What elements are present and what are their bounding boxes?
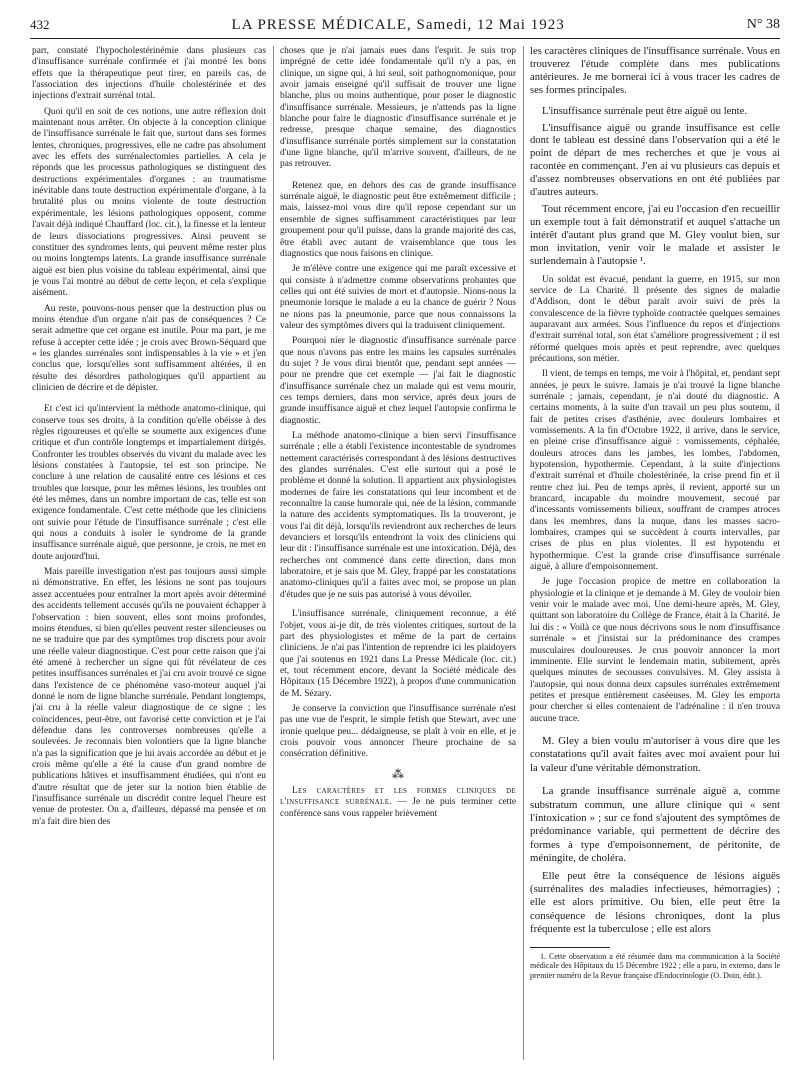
page-number: 432 (30, 17, 50, 32)
column-3 (530, 46, 780, 1066)
issue-number: N° 38 (746, 17, 780, 32)
paragraph: les caractères cliniques de l'insuffisance surrénale. Vous en trouverez l'étude complète dans mes publications antérieures. Je me bornerai ici à vous tracer les cadres de ses formes principales. (530, 46, 780, 96)
footnote (530, 952, 780, 981)
paragraph: Je juge l'occasion propice de mettre en collaboration la physiologie et la clinique et je demande à M. Gley de vouloir bien venir voir le malade avec moi. Une demi-heure après, M. Gley, quittant son laboratoire du Collège de France, était à la Charité. Je lui dis : « Voilà ce que nous décrivons sous le nom d'insuffisance surrénale » et j'insistai sur la prédominance des crampes musculaires douloureuses. Je crus pouvoir annoncer la mort imminente. Elle survint le lendemain matin, subitement, après quelques minutes de secousses convulsives. M. Gley assista à l'autopsie, qui nous donna deux capsules surrénales extrêmement petites et presque entièrement caséeuses. M. Gley les emporta pour chercher si elles contenaient de l'adrénaline : il n'en trouva aucune trace. (530, 577, 780, 724)
paragraph: Quoi qu'il en soit de ces notions, une autre réflexion doit maintenant nous arrêter. On objecte à la conception clinique de l'insuffisance surrénale le fait que, surtout dans ses formes lentes, chroniques, progressives, elle ne cadre pas absolument avec les effets des surrénalectomies partielles. A cela je réponds que les processus pathologiques se distinguent des destructions expérimentales d'organes : au traumatisme inévitable dans toute destruction expérimentale d'organe, à la brutalité plus ou moins violente de toute destruction expérimentale, les lésions pathologiques opposent, comme l'avait déjà indiqué Chauffard (loc. cit.), la finesse et la lenteur de leurs dissociations progressives. Ainsi peuvent se constituer des syndromes lents, qui peuvent même rester plus ou moins longtemps latents. La grande insuffisance surrénale aiguë est bien plus voisine du tableau expérimental, ainsi que je vous l'ai montré au début de cette leçon, et cela s'explique aisément. (32, 106, 266, 299)
paragraph: Elle peut être la conséquence de lésions aiguës (surrénalites des maladies infectieuses, hémorragies) ; elle est alors primitive. Ou bien, elle peut être la conséquence de lésions chroniques, dont la plus fréquente est la tuberculose ; elle est alors (530, 869, 780, 936)
section-paragraph (280, 786, 516, 820)
paragraph: Au reste, pouvons-nous penser que la destruction plus ou moins étendue d'un organe n'ait pas de conséquences ? Ce serait admettre que cet organe est inutile. Pour ma part, je me refuse à accepter cette idée ; je crois avec Brown-Séquard que « les glandes surrénales sont indispensables à la vie » et j'en conclus que, lorsqu'elles sont suffisamment altérées, il en résulte des désordres pathologiques qu'il appartient au clinicien de décrire et de dépister. (32, 303, 266, 393)
paragraph: part, constaté l'hypocholestérinémie dans plusieurs cas d'insuffisance surrénale confirmée et j'ai montré les bons effets que la thérapeutique peut tirer, en pareils cas, de l'association des injections d'huile cholestérinée et des injections d'extrait surrénal total. (32, 46, 266, 102)
footnote-text: 1. Cette observation a été résumée dans ma communication à la Société médicale des Hôpitaux du 15 Décembre 1922 ; elle a paru, in extenso, dans le premier numéro de la Revue française d'Endocrinologie (O. Doin, édit.). (530, 951, 780, 981)
large-type-block (530, 735, 780, 937)
column-1 (32, 46, 266, 1066)
journal-title: LA PRESSE MÉDICALE, Samedi, 12 Mai 1923 (231, 16, 565, 33)
paragraph: Un soldat est évacué, pendant la guerre, en 1915, sur mon service de La Charité. Il présente des signes de maladie d'Addison, dont le début paraît avoir suivi de près la convalescence de la fièvre typhoïde contractée quelques semaines auparavant aux armées. Sous l'influence du repos et d'injections d'extrait surrénal total, son état s'améliore progressivement ; il est réformé quelques mois après et peut reprendre, avec quelques précautions, son métier. (530, 274, 780, 364)
paragraph: L'insuffisance aiguë ou grande insuffisance est celle dont le tableau est dessiné dans l'observation qui a été le point de départ de mes recherches et que je vous ai racontée en commençant. J'en ai vu plusieurs cas depuis et d'assez nombreuses observations en ont été publiées par d'autres auteurs. (530, 122, 780, 199)
paragraph: Tout récemment encore, j'ai eu l'occasion d'en recueillir un exemple tout à fait démonstratif et auquel s'attache un intérêt d'autant plus grand que M. Gley voulut bien, sur mon invitation, venir voir le malade et assister le surlendemain à l'autopsie ¹. (530, 203, 780, 267)
section-text: — Je ne puis terminer cette conférence sans vous rappeler brièvement (280, 797, 516, 819)
paragraph: Et c'est ici qu'intervient la méthode anatomo-clinique, qui conserve tous ses droits, à la condition qu'elle obéisse à des règles rigoureuses et qu'elle se soumette aux exigences d'une critique et d'un contrôle longtemps et impartialement dirigés. Confronter les troubles observés du vivant du malade avec les lésions constatées à l'autopsie, tel est son principe. Ne conclure à une relation de causalité entre ces lésions et ces troubles que lorsque, pour les mêmes lésions, les troubles ont été les mêmes, dans un nombre important de cas, telle est son exigence fondamentale. C'est cette méthode que les cliniciens ont suivie pour l'étude de l'insuffisance surrénale ; c'est elle qui nous a conduits à isoler le syndrome de la grande insuffisance surrénale aiguë, que personne, je crois, ne met en doute aujourd'hui. (32, 404, 266, 562)
section-separator: ⁂ (392, 766, 404, 781)
large-type-block (530, 46, 780, 269)
footnote-divider (530, 947, 610, 948)
paragraph: Je conserve la conviction que l'insuffisance surrénale n'est pas une vue de l'esprit, le simple fetish que Stewart, avec une ironie quelque peu... dédaigneuse, se plaît à voir en elle, et je crois pouvoir vous annoncer l'heure prochaine de sa consécration définitive. (280, 703, 516, 760)
paragraph: Il vient, de temps en temps, me voir à l'hôpital, et, pendant sept années, je peux le suivre. Jamais je n'ai trouvé la ligne blanche surrénale ; jamais, cependant, je n'ai douté du diagnostic. A certains moments, à la suite d'un travail un peu plus soutenu, il fait de petites crises d'asthénie, avec douleurs lombaires et vomissements. A la fin d'Octobre 1922, il arrive, dans le service, en pleine crise d'insuffisance aiguë : vomissements, céphalée, douleurs atroces dans les jambes, les lombes, l'abdomen, hypotension, hypothermie. Cependant, à la suite d'injections d'extrait surrénal et d'huile cholestérinée, la crise prend fin et il rentre chez lui. Peu de temps après, il revient, apporté sur un brancard, incapable du moindre mouvement, secoué par d'incessants vomissements bilieux, souffrant de crampes atroces dans les membres, dans la nuque, dans les masses sacro-lombaires, crampes qui se succèdent à courts intervalles, par crises de plus en plus violentes. Il est hypotendu et hypothermique. C'est la grande crise d'insuffisance surrénale aiguë, à allure d'empoisonnement. (530, 369, 780, 573)
section-heading: Les caractères et les formes cliniques de l'insuffisance surrénale. (280, 785, 516, 808)
paragraph: M. Gley a bien voulu m'autoriser à vous dire que les constatations qu'il avait faites avec moi avaient pour lui la valeur d'une véritable démonstration. (530, 734, 780, 774)
paragraph: Pourquoi nier le diagnostic d'insuffisance surrénale parce que nous n'avons pas entre les mains les capsules surrénales du sujet ? Je vous dirai bientôt que, pendant sept années — pour ne prendre que cet exemple — j'ai fait le diagnostic d'insuffisance surrénale chez un malade qui est venu mourir, ces temps derniers, dans mon service, après deux jours de grande insuffisance aiguë et chez lequel l'autopsie confirma le diagnostic. (280, 336, 516, 426)
page-header (30, 12, 780, 39)
paragraph: La grande insuffisance surrénale aiguë a, comme substratum commun, une allure clinique qui « sent l'intoxication » ; sur ce fond s'ajoutent des symptômes de prédominance variable, qui permettent de décrire des formes à type d'empoisonnement, de péritonite, de méningite, de choléra. (530, 785, 780, 865)
column-2 (280, 46, 516, 1066)
column-divider (523, 46, 524, 1060)
paragraph: Je m'élève contre une exigence qui me paraît excessive et qui consiste à n'admettre comme observations probantes que celles qui ont été suivies de mort et d'autopsie. Nions-nous la pneumonie lorsque le malade a eu la chance de guérir ? Nous ne nions pas la pneumonie, parce que nous connaissons la valeur des symptômes divers qui la traduisent cliniquement. (280, 264, 516, 331)
paragraph: L'insuffisance surrénale, cliniquement reconnue, a été l'objet, vous ai-je dit, de très violentes critiques, surtout de la part des physiologistes et même de la part de certains cliniciens. Je n'ai pas l'intention de reprendre ici les plaidoyers que j'ai soutenus en 1921 dans La Presse Médicale (loc. cit.) et, tout récemment encore, devant la Société médicale des Hôpitaux (15 Décembre 1922), à propos d'une communication de M. Sézary. (280, 609, 516, 699)
column-divider (273, 46, 274, 1060)
paragraph: choses que je n'ai jamais eues dans l'esprit. Je suis trop imprégné de cette idée fondamentale qu'il n'y a pas, en clinique, un signe qui, à lui seul, soit pathognomonique, pour avoir jamais enseigné qu'il suffisait de trouver une ligne blanche, plus ou moins authentique, pour poser le diagnostic d'insuffisance surrénale. Messieurs, je n'attends pas la ligne blanche pour faire le diagnostic d'insuffisance surrénale et je redresse, presque chaque semaine, des diagnostics d'insuffisance surrénale portés simplement sur la constatation d'une ligne blanche, qu'il m'arrive souvent, d'ailleurs, de ne pas retrouver. (280, 46, 516, 170)
paragraph: Retenez que, en dehors des cas de grande insuffisance surrénale aiguë, le diagnostic peut être extrêmement difficile ; mais, laissez-moi vous dire qu'il repose cependant sur un ensemble de signes suffisamment caractéristiques par leur groupement pour qu'il puisse, dans la grande majorité des cas, être établi avec autant de vraisemblance que tous les diagnostics que nous faisons en clinique. (280, 180, 516, 259)
paragraph: Mais pareille investigation n'est pas toujours aussi simple ni démonstrative. En effet, les lésions ne sont pas toujours assez accentuées pour entraîner la mort après avoir déterminé des accidents tellement accusés qu'ils ne pouvaient échapper à l'observation : bien souvent, elles sont moins profondes, moins étendues, si bien qu'elles peuvent rester silencieuses ou ne se traduire que par des symptômes trop discrets pour avoir une réelle valeur diagnostique. C'est pour cette raison que j'ai été amené à rechercher un signe qui fût révélateur de ces petites insuffisances surrénales et j'ai cru avoir trouvé ce signe dans l'existence de ce phénomène vaso-moteur auquel j'ai donné le nom de ligne blanche surrénale. Pendant longtemps, j'ai cru à la réelle valeur diagnostique de ce signe ; les coïncidences, peut-être, ont favorisé cette conviction et je l'ai défendue dans les controverses nombreuses qu'elle a soulevées. Je reconnais bien volontiers que la ligne blanche n'a pas la signification que je lui avais accordée au début et je crois même qu'elle a été la cause d'un grand nombre de publications hâtives et insuffisamment étudiées, qui n'ont eu d'autre résultat que de jeter sur la notion bien établie de l'insuffisance surrénale un discrédit contre lequel l'heure est venue de protester. On a, d'ailleurs, dépassé ma pensée et on m'a fait dire bien des (32, 567, 266, 827)
paragraph: La méthode anatomo-clinique a bien servi l'insuffisance surrénale ; elle a établi l'existence incontestable de syndromes nettement caractérisés correspondant à des lésions destructives des glandes surrénales. C'est elle surtout qui a posé le problème et donné la solution. Il appartient aux physiologistes modernes de faire les constatations qui leur incombent et de reconnaître la cause humorale qui, née de la lésion, commande la nature des accidents symptomatiques. Ils la trouveront, je vous l'ai dit déjà, lorsqu'ils reviendront aux recherches de leurs devanciers et lorsqu'ils entendront la voix des cliniciens qui leur dit : l'insuffisance surrénale est une intoxication. Déjà, des recherches ont commencé dans cette direction, dans mon laboratoire, et je sais que M. Gley, frappé par les constatations anatomo-cliniques qu'il a faites avec moi, se propose un plan d'études que je ne suis pas autorisé à vous dévoiler. (280, 431, 516, 600)
paragraph: L'insuffisance surrénale peut être aiguë ou lente. (542, 105, 747, 117)
